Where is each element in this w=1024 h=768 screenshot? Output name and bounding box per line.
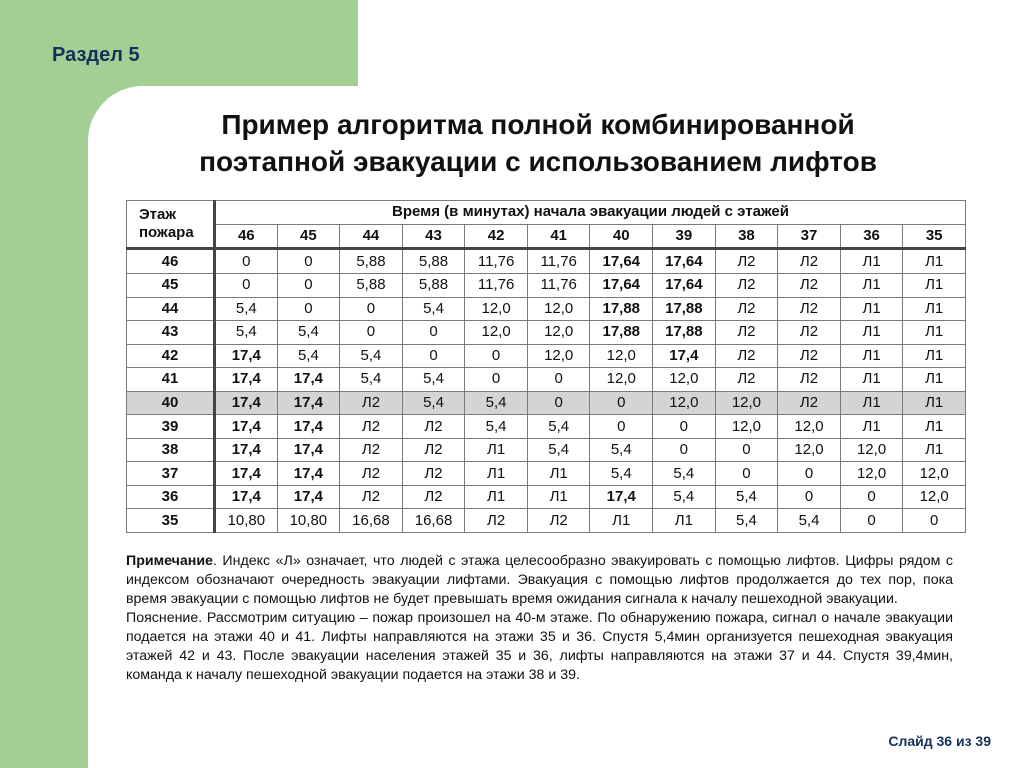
table-cell: 17,4	[277, 438, 340, 462]
table-cell: 17,88	[653, 321, 716, 345]
table-cell: 5,4	[715, 485, 778, 509]
slide-title-line-1: Пример алгоритма полной комбинированной	[221, 109, 855, 140]
table-cell: 0	[402, 344, 465, 368]
column-header: 45	[277, 224, 340, 249]
table-cell: Л2	[778, 249, 841, 274]
column-header: 35	[903, 224, 966, 249]
table-cell: 0	[527, 368, 590, 392]
table-cell: 0	[903, 509, 966, 533]
table-cell: Л2	[778, 274, 841, 298]
table-cell: 17,4	[277, 415, 340, 439]
table-cell: 12,0	[778, 415, 841, 439]
table-cell: 17,4	[215, 368, 278, 392]
table-cell: Л2	[715, 344, 778, 368]
table-cell: Л1	[840, 415, 903, 439]
table-cell: Л2	[402, 415, 465, 439]
table-cell: Л1	[527, 462, 590, 486]
table-cell: 17,4	[277, 485, 340, 509]
table-cell: 5,4	[277, 321, 340, 345]
table-cell: 5,4	[715, 509, 778, 533]
column-header: 44	[340, 224, 403, 249]
table-cell: Л1	[653, 509, 716, 533]
table-row	[127, 509, 966, 533]
table-cell: Л1	[840, 344, 903, 368]
floor-cell: 41	[127, 368, 215, 392]
table-cell: 5,4	[340, 368, 403, 392]
column-header: 40	[590, 224, 653, 249]
table-row	[127, 415, 966, 439]
table-row	[127, 344, 966, 368]
table-cell: Л1	[527, 485, 590, 509]
table-cell: 5,4	[590, 438, 653, 462]
table-cell: 5,4	[465, 415, 528, 439]
table-cell: 0	[277, 249, 340, 274]
table-cell: 5,4	[653, 462, 716, 486]
table-cell: Л1	[903, 415, 966, 439]
explanation-paragraph: Пояснение. Рассмотрим ситуацию – пожар произошел на 40-м этаже. По обнаружению пожара, сигнал о начале эвакуации подается на этажи 40 и 41. Лифты направляются на этажи 35 и 36. Спустя 5,4мин организуется пешеходная эвакуация этажей 42 и 43. После эвакуации населения этажей 35 и 36, лифты направляются на этажи 37 и 44. Спустя 39,4мин, команда к началу пешеходной эвакуации подается на этажи 38 и 39.	[126, 610, 953, 683]
table-cell: Л2	[527, 509, 590, 533]
table-cell: 0	[340, 297, 403, 321]
table-cell: 17,4	[653, 344, 716, 368]
note-paragraph	[126, 552, 953, 609]
table-cell: Л2	[715, 297, 778, 321]
table-cell: 17,4	[590, 485, 653, 509]
table-cell: 5,88	[402, 274, 465, 298]
table-cell: 0	[215, 249, 278, 274]
table-cell: 5,4	[277, 344, 340, 368]
table-cell: 5,88	[340, 274, 403, 298]
table-cell: Л2	[402, 462, 465, 486]
table-cell: Л1	[840, 321, 903, 345]
table-cell: 17,64	[590, 249, 653, 274]
table-cell: 11,76	[527, 249, 590, 274]
table-group-header: Время (в минутах) начала эвакуации людей с этажей	[215, 201, 966, 225]
table-cell: 17,4	[277, 462, 340, 486]
evacuation-table	[126, 200, 966, 533]
table-cell: 12,0	[715, 415, 778, 439]
slide-title-line-2: поэтапной эвакуации с использованием лифтов	[199, 146, 877, 177]
table-cell: 12,0	[653, 391, 716, 415]
note-block	[126, 552, 953, 685]
floor-cell: 36	[127, 485, 215, 509]
table-cell: Л2	[715, 368, 778, 392]
table-cell: Л1	[840, 391, 903, 415]
table-cell: 12,0	[590, 344, 653, 368]
table-row	[127, 438, 966, 462]
table-cell: Л2	[778, 344, 841, 368]
table-cell: 0	[215, 274, 278, 298]
table-cell: 17,88	[590, 321, 653, 345]
floor-cell: 37	[127, 462, 215, 486]
table-cell: Л2	[715, 274, 778, 298]
table-cell: 17,4	[277, 368, 340, 392]
column-header: 41	[527, 224, 590, 249]
table-cell: Л1	[465, 485, 528, 509]
table-cell: 0	[840, 485, 903, 509]
table-cell: Л2	[340, 415, 403, 439]
table-cell: 11,76	[465, 274, 528, 298]
table-cell: 17,4	[215, 391, 278, 415]
table-cell: 5,4	[527, 415, 590, 439]
corner-line-2: пожара	[139, 224, 194, 242]
table-cell: 12,0	[840, 462, 903, 486]
table-row	[127, 249, 966, 274]
table-cell: 17,4	[215, 344, 278, 368]
table-cell: Л1	[903, 249, 966, 274]
header-background	[358, 0, 1024, 86]
table-cell: 12,0	[653, 368, 716, 392]
table-cell: Л2	[340, 485, 403, 509]
table-cell: 0	[778, 462, 841, 486]
table-row	[127, 485, 966, 509]
table-row	[127, 391, 966, 415]
table-cell: Л2	[402, 438, 465, 462]
table-cell: Л2	[340, 462, 403, 486]
table-cell: Л1	[903, 391, 966, 415]
slide-counter: Слайд 36 из 39	[888, 733, 991, 749]
table-cell: 12,0	[903, 462, 966, 486]
table-cell: 17,4	[215, 438, 278, 462]
table-cell: 5,4	[402, 368, 465, 392]
table-cell: 5,4	[402, 297, 465, 321]
table-cell: 16,68	[402, 509, 465, 533]
table-row	[127, 274, 966, 298]
table-cell: 17,4	[215, 462, 278, 486]
table-cell: 0	[840, 509, 903, 533]
table-row	[127, 297, 966, 321]
table-cell: Л2	[778, 391, 841, 415]
table-cell: 5,4	[527, 438, 590, 462]
table-row	[127, 462, 966, 486]
table-cell: 17,88	[653, 297, 716, 321]
table-cell: 0	[465, 344, 528, 368]
table-cell: 12,0	[465, 297, 528, 321]
table-corner-header	[127, 201, 215, 249]
table-cell: Л1	[903, 274, 966, 298]
floor-cell: 38	[127, 438, 215, 462]
column-header: 42	[465, 224, 528, 249]
table-cell: Л2	[340, 438, 403, 462]
table-cell: 5,4	[402, 391, 465, 415]
column-header: 43	[402, 224, 465, 249]
table-cell: 12,0	[527, 344, 590, 368]
table-row	[127, 368, 966, 392]
table-cell: Л1	[840, 274, 903, 298]
table-cell: Л2	[715, 321, 778, 345]
table-cell: 5,4	[778, 509, 841, 533]
table-cell: Л1	[840, 297, 903, 321]
table-cell: 10,80	[277, 509, 340, 533]
table-cell: 0	[527, 391, 590, 415]
table-cell: 5,4	[465, 391, 528, 415]
column-header: 46	[215, 224, 278, 249]
column-header: 37	[778, 224, 841, 249]
section-label: Раздел 5	[52, 44, 140, 66]
table-cell: 17,64	[653, 274, 716, 298]
table-cell: Л2	[778, 297, 841, 321]
table-row	[127, 321, 966, 345]
table-cell: 10,80	[215, 509, 278, 533]
table-cell: 0	[653, 415, 716, 439]
table-cell: 5,4	[340, 344, 403, 368]
floor-cell: 42	[127, 344, 215, 368]
table-cell: 5,88	[340, 249, 403, 274]
table-cell: 0	[340, 321, 403, 345]
table-cell: 0	[277, 274, 340, 298]
table-cell: Л2	[340, 391, 403, 415]
table-cell: 12,0	[590, 368, 653, 392]
table-cell: 12,0	[527, 321, 590, 345]
table-cell: 5,4	[215, 297, 278, 321]
slide-title	[100, 106, 976, 180]
table-cell: Л1	[903, 344, 966, 368]
table-cell: Л2	[465, 509, 528, 533]
table-cell: 12,0	[903, 485, 966, 509]
table-cell: 0	[715, 438, 778, 462]
table-cell: 12,0	[840, 438, 903, 462]
table-cell: 5,4	[215, 321, 278, 345]
table-cell: 17,4	[277, 391, 340, 415]
table-cell: 0	[715, 462, 778, 486]
table-cell: 16,68	[340, 509, 403, 533]
corner-line-1: Этаж	[139, 206, 176, 224]
note-label: Примечание	[126, 553, 213, 569]
table-cell: 11,76	[465, 249, 528, 274]
note-text: . Индекс «Л» означает, что людей с этажа целесообразно эвакуировать с помощью лифтов. Цифры рядом с индексом обозначают очередность эвакуации лифтами. Эвакуация с помощью лифтов продолжается до тех пор, пока время эвакуации с помощью лифтов не будет превышать время ожидания сигнала к началу пешеходной эвакуации.	[126, 553, 953, 607]
floor-cell: 45	[127, 274, 215, 298]
column-header: 39	[653, 224, 716, 249]
table-cell: Л1	[590, 509, 653, 533]
table-cell: Л1	[903, 321, 966, 345]
table-cell: Л2	[778, 368, 841, 392]
table-cell: 5,4	[653, 485, 716, 509]
table-cell: Л1	[840, 368, 903, 392]
table-cell: 17,64	[590, 274, 653, 298]
table-cell: 17,4	[215, 415, 278, 439]
table-cell: 12,0	[465, 321, 528, 345]
table-cell: 17,4	[215, 485, 278, 509]
table-cell: Л1	[903, 438, 966, 462]
table-cell: 12,0	[527, 297, 590, 321]
table-cell: 12,0	[778, 438, 841, 462]
table-cell: 0	[778, 485, 841, 509]
table-cell: 0	[402, 321, 465, 345]
table-cell: 0	[465, 368, 528, 392]
column-header: 36	[840, 224, 903, 249]
table-cell: 5,4	[590, 462, 653, 486]
floor-cell: 44	[127, 297, 215, 321]
table-cell: 11,76	[527, 274, 590, 298]
table-cell: 12,0	[715, 391, 778, 415]
table-cell: Л2	[402, 485, 465, 509]
table-cell: 0	[590, 415, 653, 439]
column-header: 38	[715, 224, 778, 249]
table-cell: Л2	[715, 249, 778, 274]
table-cell: 0	[653, 438, 716, 462]
floor-cell: 46	[127, 249, 215, 274]
table-cell: Л1	[465, 438, 528, 462]
table-cell: 0	[590, 391, 653, 415]
floor-cell: 43	[127, 321, 215, 345]
table-cell: Л1	[903, 368, 966, 392]
table-cell: 0	[277, 297, 340, 321]
floor-cell: 39	[127, 415, 215, 439]
table-cell: Л1	[903, 297, 966, 321]
floor-cell: 40	[127, 391, 215, 415]
table-cell: Л1	[465, 462, 528, 486]
table-cell: 17,88	[590, 297, 653, 321]
table-cell: 5,88	[402, 249, 465, 274]
floor-cell: 35	[127, 509, 215, 533]
table-cell: Л2	[778, 321, 841, 345]
table-cell: Л1	[840, 249, 903, 274]
table-cell: 17,64	[653, 249, 716, 274]
